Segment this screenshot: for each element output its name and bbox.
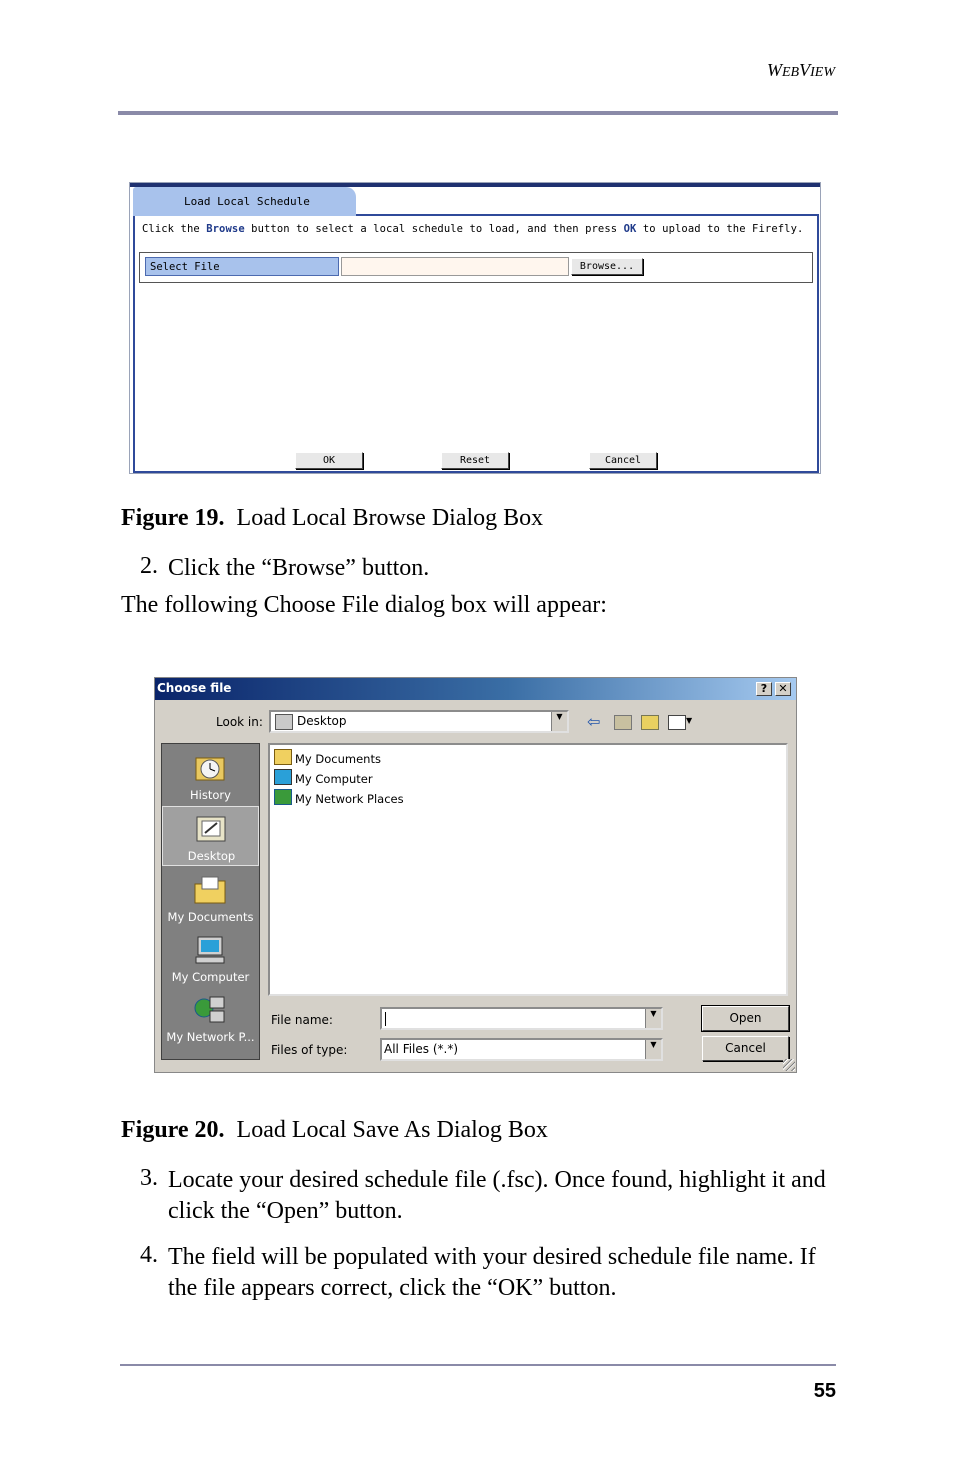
- my-network-places-icon: [192, 994, 228, 1026]
- list-item-label: My Computer: [295, 772, 373, 786]
- instr-post: to upload to the Firefly.: [636, 223, 804, 235]
- step-4-text: The field will be populated with your desired schedule file name. If the file appears correct, click the “OK” button.: [168, 1244, 816, 1301]
- my-documents-icon: [192, 874, 228, 906]
- chevron-down-icon[interactable]: ▼: [645, 1009, 661, 1028]
- running-head-iew: IEW: [810, 65, 835, 80]
- step-2-number: 2.: [140, 553, 158, 579]
- choose-file-dialog: [154, 677, 797, 1073]
- bottom-rule: [120, 1364, 836, 1366]
- place-my-documents[interactable]: [162, 868, 259, 928]
- file-path-input[interactable]: [341, 257, 569, 276]
- instr-ok: OK: [623, 223, 637, 235]
- select-file-label: Select File: [145, 257, 339, 276]
- list-item-label: My Documents: [295, 752, 381, 766]
- running-head-eb: EB: [782, 65, 800, 80]
- place-desktop-label: Desktop: [187, 849, 236, 863]
- folder-icon: [274, 749, 292, 765]
- chevron-down-icon[interactable]: ▼: [551, 712, 567, 731]
- instr-pre: Click the: [142, 223, 207, 235]
- chevron-down-icon[interactable]: ▼: [645, 1040, 661, 1059]
- list-item[interactable]: [274, 749, 381, 766]
- step-4: [140, 1242, 840, 1304]
- place-my-documents-label: My Documents: [167, 910, 254, 924]
- look-in-combo[interactable]: [269, 710, 569, 733]
- figure-19-caption: [121, 505, 543, 532]
- files-of-type-value: All Files (*.*): [384, 1042, 459, 1056]
- place-desktop[interactable]: [162, 806, 259, 866]
- text-cursor: [385, 1012, 386, 1026]
- help-button[interactable]: ?: [756, 682, 772, 696]
- instr-browse: Browse: [206, 223, 245, 235]
- figure-20-title: Load Local Save As Dialog Box: [236, 1117, 548, 1143]
- desktop-icon: [193, 813, 229, 845]
- file-list[interactable]: [268, 743, 788, 996]
- view-menu-chevron-icon[interactable]: ▼: [686, 716, 693, 725]
- step-3-text: Locate your desired schedule file (.fsc). Once found, highlight it and click the “Open” button.: [168, 1167, 826, 1224]
- resize-grip-icon[interactable]: [783, 1059, 795, 1071]
- place-my-network-places[interactable]: [162, 988, 259, 1048]
- open-button[interactable]: Open: [702, 1006, 789, 1031]
- page-number: 55: [813, 1380, 836, 1402]
- running-head: [600, 60, 835, 81]
- figure-20-caption: [121, 1117, 548, 1144]
- computer-icon: [274, 769, 292, 785]
- cancel-button[interactable]: Cancel: [589, 452, 657, 469]
- place-my-network-label: My Network P...: [166, 1030, 255, 1044]
- new-folder-icon[interactable]: [641, 715, 659, 730]
- step-3: [140, 1165, 840, 1227]
- running-head-w: W: [767, 60, 782, 80]
- up-folder-icon[interactable]: [614, 715, 632, 730]
- place-history-label: History: [190, 788, 231, 802]
- reset-button[interactable]: Reset: [441, 452, 509, 469]
- view-menu-icon[interactable]: [668, 715, 686, 730]
- figure-19-label: Figure 19.: [121, 505, 225, 531]
- file-name-label: File name:: [271, 1013, 333, 1027]
- figure-19-screenshot: [129, 182, 821, 474]
- list-item-label: My Network Places: [295, 792, 404, 806]
- close-button[interactable]: ✕: [775, 682, 791, 696]
- figure-19-title: Load Local Browse Dialog Box: [236, 505, 544, 531]
- my-computer-icon: [192, 934, 228, 966]
- ok-button[interactable]: OK: [295, 452, 363, 469]
- running-head-v: V: [799, 60, 811, 80]
- step-2-text: Click the “Browse” button.: [168, 555, 430, 581]
- places-bar: [161, 743, 260, 1060]
- back-icon[interactable]: ⇦: [587, 712, 601, 731]
- list-item[interactable]: [274, 789, 404, 806]
- history-icon: [192, 752, 228, 784]
- instr-mid: button to select a local schedule to load, and then press: [244, 223, 624, 235]
- place-my-computer[interactable]: [162, 928, 259, 988]
- file-name-field[interactable]: [380, 1007, 663, 1030]
- step-4-number: 4.: [140, 1242, 158, 1268]
- look-in-value: Desktop: [297, 714, 347, 728]
- dialog-titlebar: [155, 678, 796, 700]
- figure-20-label: Figure 20.: [121, 1117, 225, 1143]
- dialog-cancel-button[interactable]: Cancel: [702, 1036, 789, 1061]
- paragraph-following: The following Choose File dialog box will appear:: [121, 592, 607, 618]
- place-history[interactable]: [162, 746, 259, 806]
- load-local-instruction: [142, 223, 803, 235]
- look-in-label: Look in:: [216, 715, 263, 729]
- network-icon: [274, 789, 292, 805]
- place-my-computer-label: My Computer: [171, 970, 250, 984]
- desktop-small-icon: [275, 714, 293, 730]
- step-3-number: 3.: [140, 1165, 158, 1191]
- dialog-title: Choose file: [157, 681, 232, 695]
- tab-load-local-schedule[interactable]: Load Local Schedule: [133, 187, 356, 216]
- files-of-type-select[interactable]: [380, 1038, 663, 1061]
- list-item[interactable]: [274, 769, 373, 786]
- browse-button[interactable]: Browse...: [571, 258, 643, 275]
- files-of-type-label: Files of type:: [271, 1043, 348, 1057]
- top-rule: [118, 111, 838, 115]
